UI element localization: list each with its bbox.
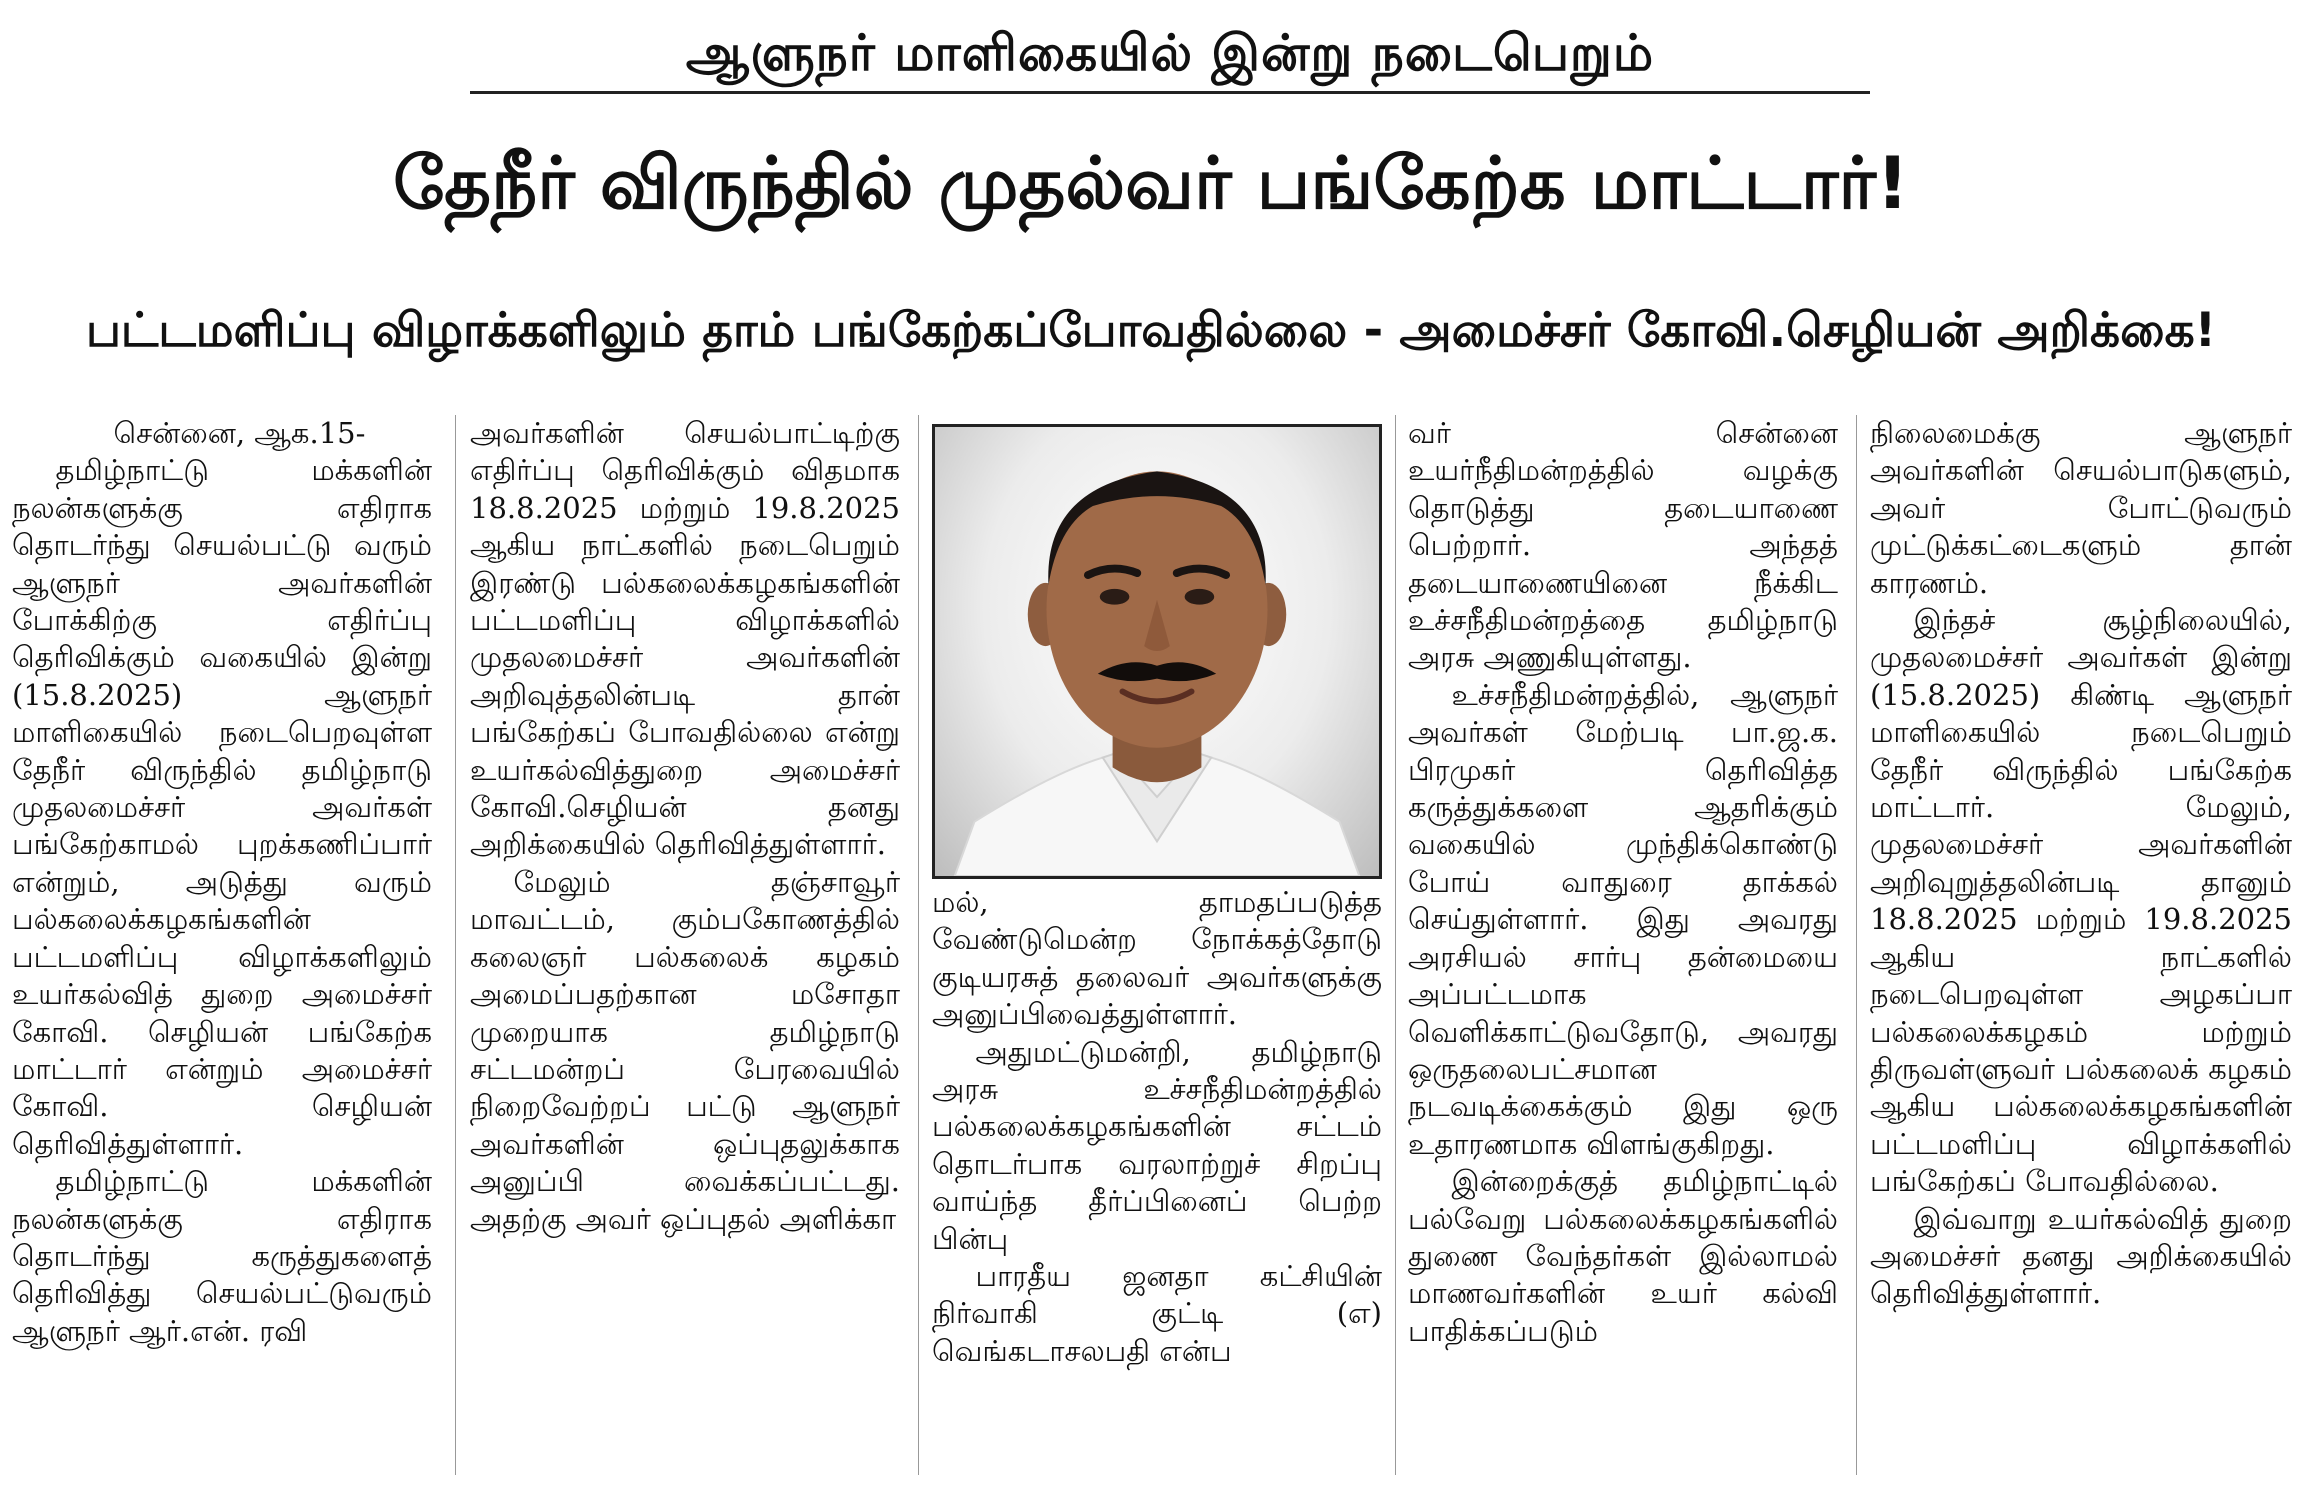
paragraph: அவர்களின் செயல்பாட்டிற்கு எதிர்ப்பு தெரிவிக்கும் விதமாக 18.8.2025 மற்றும் 19.8.2025 ஆகிய நாட்களில் நடைபெறும் இரண்டு பல்கலைக்கழகங்களின் பட்டமளிப்பு விழாக்களில் முதலமைச்சர் அவர்களின் அறிவுத்தலின்படி தான் பங்கேற்கப் போவதில்லை என்று உயர்கல்வித்துறை அமைச்சர் கோவி.செழியன் தனது அறிக்கையில் தெரிவித்துள்ளார்.: [470, 416, 900, 862]
article-column-2: [470, 415, 900, 1480]
dateline: சென்னை, ஆக.15-: [113, 416, 366, 450]
article-column-4: [1408, 415, 1838, 1480]
paragraph: இன்றைக்குத் தமிழ்நாட்டில் பல்வேறு பல்கலைக்கழகங்களில் துணை வேந்தர்கள் இல்லாமல் மாணவர்களின் உயர் கல்வி பாதிக்கப்படும்: [1408, 1164, 1838, 1348]
column-divider: [1856, 415, 1857, 1475]
paragraph: மேலும் தஞ்சாவூர் மாவட்டம், கும்பகோணத்தில் கலைஞர் பல்கலைக் கழகம் அமைப்பதற்கான மசோதா முறையாக தமிழ்நாடு சட்டமன்றப் பேரவையில் நிறைவேற்றப் பட்டு ஆளுநர் அவர்களின் ஒப்புதலுக்காக அனுப்பி வைக்கப்பட்டது. அதற்கு அவர் ஒப்புதல் அளிக்கா: [470, 864, 900, 1236]
paragraph: தமிழ்நாட்டு மக்களின் நலன்களுக்கு எதிராக தொடர்ந்து கருத்துகளைத் தெரிவித்து செயல்பட்டுவரும் ஆளுநர் ஆர்.என். ரவி: [12, 1164, 432, 1348]
main-headline: தேநீர் விருந்தில் முதல்வர் பங்கேற்க மாட்டார்!: [393, 141, 1909, 225]
article-column-1: [12, 415, 432, 1480]
column-divider: [918, 415, 919, 1475]
paragraph: பாரதீய ஜனதா கட்சியின் நிர்வாகி குட்டி (எ) வெங்கடாசலபதி என்ப: [932, 1259, 1382, 1368]
article-column-3: [932, 884, 1382, 1480]
paragraph: தமிழ்நாட்டு மக்களின் நலன்களுக்கு எதிராக தொடர்ந்து செயல்பட்டு வரும் ஆளுநர் அவர்களின் போக்கிற்கு எதிர்ப்பு தெரிவிக்கும் வகையில் இன்று (15.8.2025) ஆளுநர் மாளிகையில் நடைபெறவுள்ள தேநீர் விருந்தில் தமிழ்நாடு முதலமைச்சர் அவர்கள் பங்கேற்காமல் புறக்கணிப்பார் என்றும், அடுத்து வரும் பல்கலைக்கழகங்களின் பட்டமளிப்பு விழாக்களிலும் உயர்கல்வித் துறை அமைச்சர் கோவி. செழியன் பங்கேற்க மாட்டார் என்றும் அமைச்சர் கோவி. செழியன் தெரிவித்துள்ளார்.: [12, 453, 432, 1161]
kicker-headline: ஆளுநர் மாளிகையில் இன்று நடைபெறும்: [470, 12, 1870, 94]
column-divider: [455, 415, 456, 1475]
paragraph: வர் சென்னை உயர்நீதிமன்றத்தில் வழக்கு தொடுத்து தடையாணை பெற்றார். அந்தத் தடையாணையினை நீக்கிட உச்சநீதிமன்றத்தை தமிழ்நாடு அரசு அணுகியுள்ளது.: [1408, 416, 1838, 675]
sub-headline: பட்டமளிப்பு விழாக்களிலும் தாம் பங்கேற்கப்போவதில்லை - அமைச்சர் கோவி.செழியன் அறிக்கை!: [85, 303, 2217, 358]
paragraph: இந்தச் சூழ்நிலையில், முதலமைச்சர் அவர்கள் இன்று (15.8.2025) கிண்டி ஆளுநர் மாளிகையில் நடைபெறும் தேநீர் விருந்தில் பங்கேற்க மாட்டார். மேலும், முதலமைச்சர் அவர்களின் அறிவுறுத்தலின்படி தானும் 18.8.2025 மற்றும் 19.8.2025 ஆகிய நாட்களில் நடைபெறவுள்ள அழகப்பா பல்கலைக்கழகம் மற்றும் திருவள்ளுவர் பல்கலைக் கழகம் ஆகிய பல்கலைக்கழகங்களின் பட்டமளிப்பு விழாக்களில் பங்கேற்கப் போவதில்லை.: [1870, 603, 2292, 1199]
article-column-5: [1870, 415, 2292, 1480]
portrait-photo: [932, 424, 1382, 879]
paragraph: அதுமட்டுமன்றி, தமிழ்நாடு அரசு உச்சநீதிமன்றத்தில் பல்கலைக்கழகங்களின் சட்டம் தொடர்பாக வரலாற்றுச் சிறப்பு வாய்ந்த தீர்ப்பினைப் பெற்ற பின்பு: [932, 1034, 1382, 1256]
paragraph: உச்சநீதிமன்றத்தில், ஆளுநர் அவர்கள் மேற்படி பா.ஜ.க. பிரமுகர் தெரிவித்த கருத்துக்களை ஆதரிக்கும் வகையில் முந்திக்கொண்டு போய் வாதுரை தாக்கல் செய்துள்ளார். இது அவரது அரசியல் சார்பு தன்மையை அப்பட்டமாக வெளிக்காட்டுவதோடு, அவரது ஒருதலைபட்சமான நடவடிக்கைக்கும் இது ஒரு உதாரணமாக விளங்குகிறது.: [1408, 677, 1838, 1161]
paragraph: இவ்வாறு உயர்கல்வித் துறை அமைச்சர் தனது அறிக்கையில் தெரிவித்துள்ளார்.: [1870, 1201, 2292, 1311]
paragraph: நிலைமைக்கு ஆளுநர் அவர்களின் செயல்பாடுகளும், அவர் போட்டுவரும் முட்டுக்கட்டைகளும் தான் காரணம்.: [1870, 416, 2292, 600]
portrait-photo-icon: [935, 427, 1379, 876]
column-divider: [1395, 415, 1396, 1475]
paragraph: மல், தாமதப்படுத்த வேண்டுமென்ற நோக்கத்தோடு குடியரசுத் தலைவர் அவர்களுக்கு அனுப்பிவைத்துள்ளார்.: [932, 885, 1382, 1032]
